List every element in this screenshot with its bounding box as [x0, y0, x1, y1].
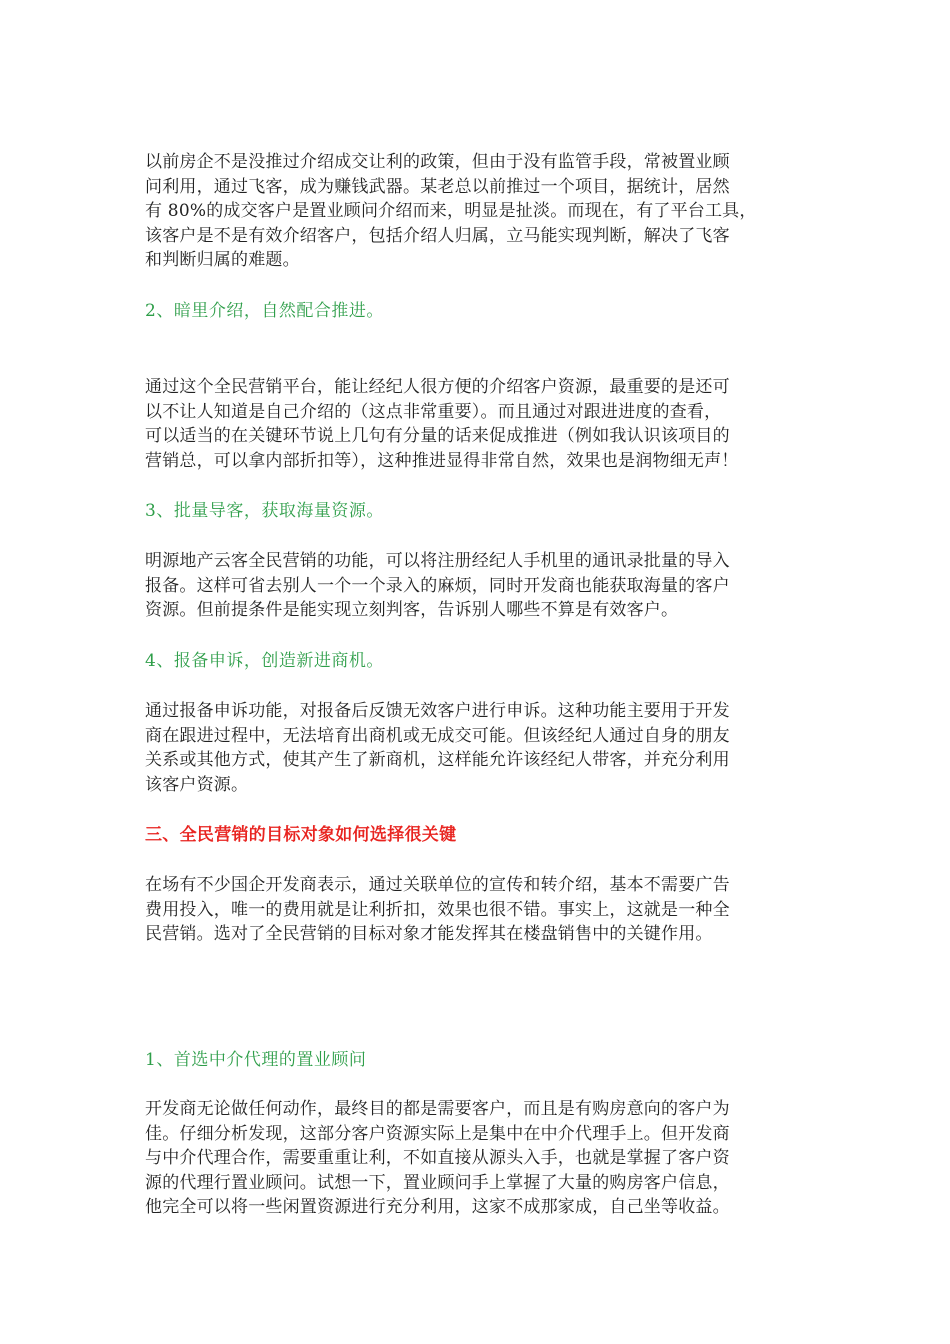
text-line: 通过报备申诉功能，对报备后反馈无效客户进行申诉。这种功能主要用于开发 — [145, 701, 730, 721]
section-heading-target-selection: 三、全民营销的目标对象如何选择很关键 — [145, 825, 457, 845]
text-line: 与中介代理合作，需要重重让利，不如直接从源头入手，也就是掌握了客户资 — [145, 1148, 730, 1169]
text-line: 资源。但前提条件是能实现立刻判客，告诉别人哪些不算是有效客户。 — [145, 600, 679, 621]
text-line: 明源地产云客全民营销的功能，可以将注册经纪人手机里的通讯录批量的导入 — [145, 551, 730, 571]
subheading-bulk-import: 3、批量导客，获取海量资源。 — [145, 501, 384, 521]
text-line: 费用投入，唯一的费用就是让利折扣，效果也很不错。事实上，这就是一种全 — [145, 899, 730, 920]
text-line: 以不让人知道是自己介绍的（这点非常重要）。而且通过对跟进进度的查看， — [145, 401, 722, 422]
text-line: 可以适当的在关键环节说上几句有分量的话来促成推进（例如我认识该项目的 — [145, 426, 730, 447]
text-line: 该客户资源。 — [145, 774, 249, 795]
text-line: 商在跟进过程中，无法培育出商机或无成交可能。但该经纪人通过自身的朋友 — [145, 725, 730, 746]
subheading-agency-consultants: 1、首选中介代理的置业顾问 — [145, 1050, 367, 1070]
paragraph-covert-referral — [145, 375, 805, 473]
text-line: 该客户是不是有效介绍客户，包括介绍人归属，立马能实现判断，解决了飞客 — [145, 225, 730, 246]
subheading-appeal: 4、报备申诉，创造新进商机。 — [145, 651, 384, 671]
paragraph-appeal — [145, 699, 805, 797]
text-line: 佳。仔细分析发现，这部分客户资源实际上是集中在中介代理手上。但开发商 — [145, 1123, 730, 1144]
text-line: 通过这个全民营销平台，能让经纪人很方便的介绍客户资源，最重要的是还可 — [145, 377, 730, 397]
text-line: 源的代理行置业顾问。试想一下，置业顾问手上掌握了大量的购房客户信息， — [145, 1172, 730, 1193]
paragraph-target-selection — [145, 873, 805, 947]
text-line: 报备。这样可省去别人一个一个录入的麻烦，同时开发商也能获取海量的客户 — [145, 575, 730, 596]
paragraph-bulk-import — [145, 549, 805, 623]
text-line: 他完全可以将一些闲置资源进行充分利用，这家不成那家成，自己坐等收益。 — [145, 1197, 730, 1218]
paragraph-agency-consultants — [145, 1097, 805, 1220]
text-line: 营销总，可以拿内部折扣等），这种推进显得非常自然，效果也是润物细无声！ — [145, 450, 739, 471]
text-line: 在场有不少国企开发商表示，通过关联单位的宣传和转介绍，基本不需要广告 — [145, 875, 730, 895]
text-line: 关系或其他方式，使其产生了新商机，这样能允许该经纪人带客，并充分利用 — [145, 750, 730, 771]
paragraph-referral-policy — [145, 150, 805, 273]
text-line: 问利用，通过飞客，成为赚钱武器。某老总以前推过一个项目，据统计，居然 — [145, 176, 730, 197]
text-line: 和判断归属的难题。 — [145, 250, 300, 271]
text-line: 以前房企不是没推过介绍成交让利的政策，但由于没有监管手段，常被置业顾 — [145, 152, 730, 172]
subheading-covert-referral: 2、暗里介绍，自然配合推进。 — [145, 301, 384, 321]
text-line: 有 80%的成交客户是置业顾问介绍而来，明显是扯淡。而现在，有了平台工具， — [145, 201, 757, 222]
text-line: 开发商无论做任何动作，最终目的都是需要客户，而且是有购房意向的客户为 — [145, 1099, 730, 1119]
text-line: 民营销。选对了全民营销的目标对象才能发挥其在楼盘销售中的关键作用。 — [145, 924, 713, 945]
